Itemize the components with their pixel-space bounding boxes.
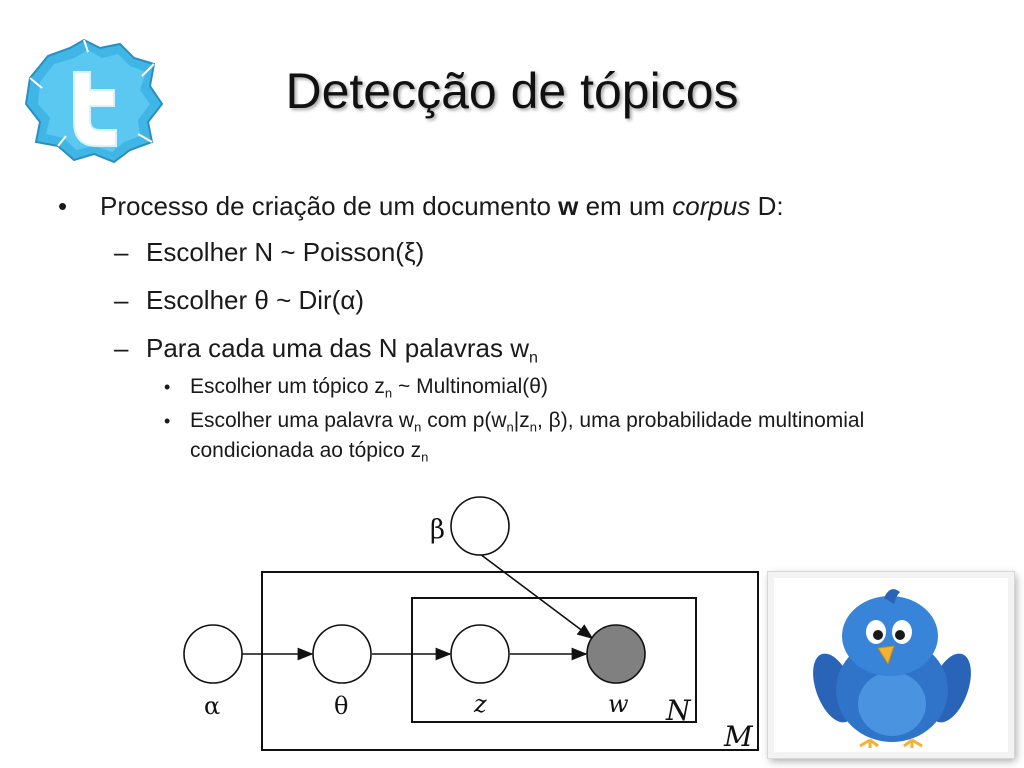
sub-bullet-dirichlet <box>58 282 958 318</box>
bird-image-frame <box>768 572 1014 758</box>
label-theta: θ <box>334 692 349 720</box>
bullet-text: Processo de criação de um documento <box>100 191 559 221</box>
bullet-text: D: <box>750 191 784 221</box>
label-alpha: α <box>204 692 221 720</box>
text: |z <box>513 409 530 432</box>
sub-bullet-text: Escolher N ~ Poisson(ξ) <box>146 237 425 267</box>
node-w-observed <box>587 625 645 683</box>
text: ~ Multinomial(θ) <box>392 375 548 398</box>
dash-icon: – <box>114 237 129 267</box>
subscript: n <box>384 385 393 401</box>
subscript: n <box>414 419 422 435</box>
dash-icon: – <box>114 333 129 363</box>
bullet-dot-icon: • <box>164 377 171 397</box>
text: Escolher um tópico z <box>190 375 385 398</box>
bullet-text: em um <box>578 191 673 221</box>
subscript: n <box>528 348 538 367</box>
bullet-bold-w: w <box>558 191 579 221</box>
label-plate-n: N <box>666 694 691 727</box>
bullet-italic-corpus: corpus <box>672 191 751 221</box>
sub-sub-bullet-word <box>58 406 910 466</box>
edge-beta-w <box>480 554 592 638</box>
label-plate-m: M <box>724 720 753 753</box>
sub-sub-bullet-topic <box>58 372 910 402</box>
node-alpha <box>184 625 242 683</box>
text: Escolher uma palavra w <box>190 409 415 432</box>
bullet-list <box>58 188 958 470</box>
lda-plate-diagram <box>178 494 768 763</box>
node-beta <box>451 497 509 555</box>
subscript: n <box>421 449 429 465</box>
subscript: n <box>529 419 538 435</box>
dash-icon: – <box>114 285 129 315</box>
bullet-dot-icon: • <box>58 191 68 221</box>
sub-bullet-for-each-word <box>58 330 958 366</box>
bullet-dot-icon: • <box>164 411 171 431</box>
blue-bird-mascot-icon <box>774 578 1008 752</box>
bullet-process <box>58 188 958 224</box>
sub-bullet-text: Para cada uma das N palavras w <box>146 333 529 363</box>
label-w: w <box>608 690 629 718</box>
text: com p(w <box>421 409 507 432</box>
sub-bullet-poisson <box>58 234 958 270</box>
slide-title: Detecção de tópicos <box>285 63 739 119</box>
text: , β), uma probabilidade multinomial condicionada ao tópico z <box>190 409 865 462</box>
label-z: z <box>474 690 487 718</box>
sub-bullet-text: Escolher θ ~ Dir(α) <box>146 285 365 315</box>
subscript: n <box>506 419 514 435</box>
label-beta: β <box>430 515 446 545</box>
node-z <box>451 625 509 683</box>
node-theta <box>313 625 371 683</box>
